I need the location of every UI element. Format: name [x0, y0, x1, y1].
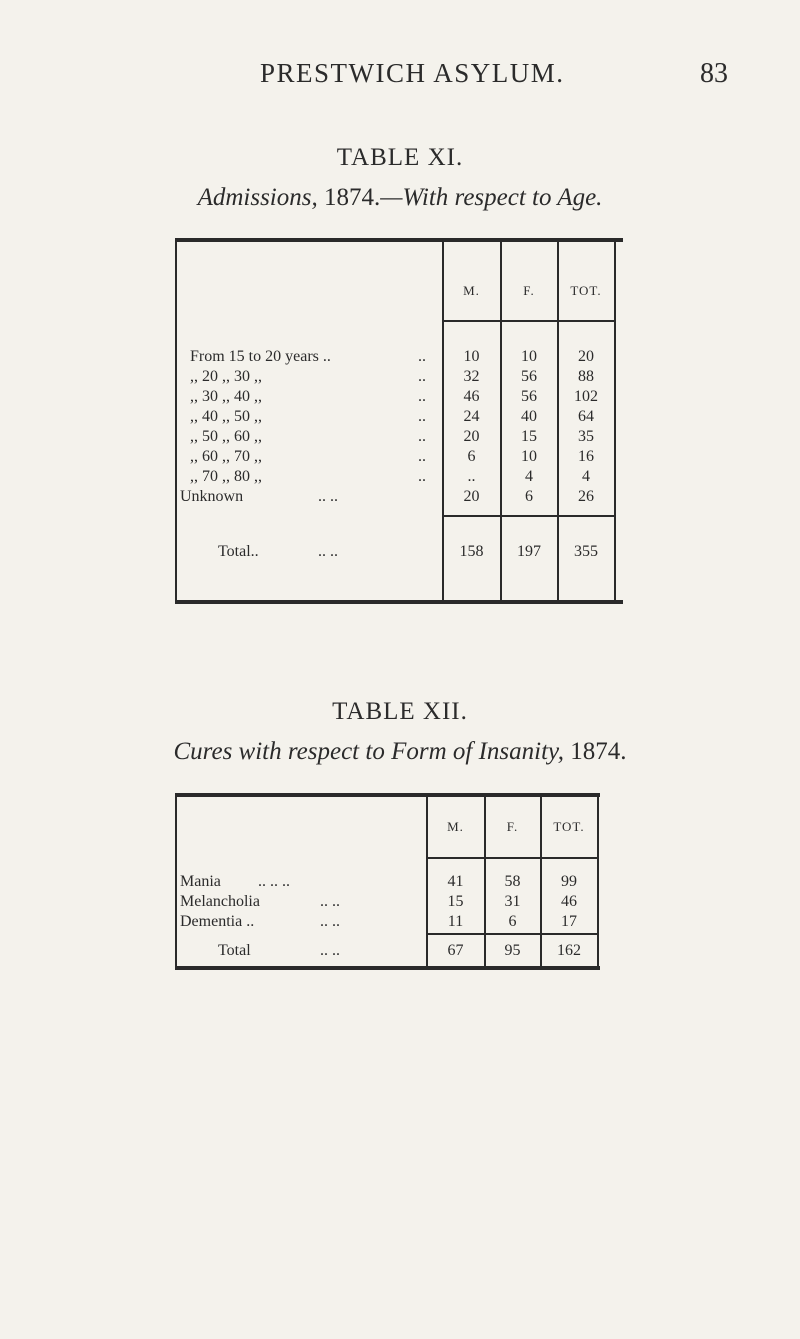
table-xi-row-leader: .. .. [318, 488, 338, 505]
table-xi-row-label: ,, 40 ,, 50 ,, [190, 408, 262, 425]
table-xi-row-m: 20 [463, 428, 480, 445]
table-xii-header-f: F. [506, 819, 519, 834]
table-xi-row-leader: .. [418, 388, 426, 405]
table-xi-total-m: 158 [459, 543, 484, 560]
table-xii-total-m: 67 [447, 942, 464, 959]
table-xii-right-rule [597, 795, 599, 968]
table-xii-row-f: 6 [508, 913, 517, 930]
table-xi-row-f: 40 [521, 408, 537, 425]
table-xi-row-tot: 26 [578, 488, 594, 505]
table-xi-row-f: 10 [521, 348, 537, 365]
table-xii-total-rule [426, 933, 598, 935]
running-head-title: PRESTWICH ASYLUM. [260, 58, 565, 88]
table-xii-total-leader: .. .. [320, 942, 340, 959]
table-xii-row-leader: .. .. .. [258, 873, 290, 890]
table-xi-row-tot: 64 [578, 408, 594, 425]
table-xii-header-tot: TOT. [553, 819, 585, 834]
table-xii-left-rule [175, 795, 177, 968]
table-xi-row-leader: .. [418, 448, 426, 465]
table-xi-row-label: ,, 70 ,, 80 ,, [190, 468, 262, 485]
table-xi-row-leader: .. [418, 468, 426, 485]
table-xii-top-rule [175, 793, 600, 797]
table-xi-row-f: 56 [521, 388, 537, 405]
table-xii-header-rule [426, 857, 598, 859]
table-xii-total-tot: 162 [557, 942, 581, 959]
table-xii-row-f: 31 [504, 893, 521, 910]
table-xi-header-m: M. [463, 283, 480, 298]
table-xi-row-leader: .. [418, 408, 426, 425]
table-xi-row-label: ,, 20 ,, 30 ,, [190, 368, 262, 385]
table-xi-subtitle-italic: Admissions, [197, 184, 318, 211]
table-xi-row-leader: .. [418, 348, 426, 365]
table-xi-row-tot: 16 [578, 448, 594, 465]
table-xii-total-f: 95 [504, 942, 521, 959]
table-xi-row-f: 6 [525, 488, 533, 505]
table-xi-row-m: 24 [463, 408, 480, 425]
table-xi-subtitle-year: 1874. [323, 184, 381, 211]
table-xi-row-tot: 20 [578, 348, 594, 365]
table-xii-row-tot: 17 [561, 913, 577, 930]
table-xii-row-m: 41 [447, 873, 464, 890]
table-xi-row-m: 32 [463, 368, 480, 385]
table-xii-row-m: 11 [447, 913, 464, 930]
table-xii-row-m: 15 [447, 893, 464, 910]
table-xi-total-leader: .. .. [318, 543, 338, 560]
table-xi-total-label: Total.. [218, 543, 259, 560]
table-xii-header-m: M. [447, 819, 464, 834]
table-xii-row-tot: 99 [561, 873, 577, 890]
table-xii-subtitle-year: 1874. [570, 738, 627, 765]
table-xii-heading: TABLE XII. [332, 698, 468, 725]
table-xi-heading: TABLE XI. [336, 144, 464, 171]
table-xi-row-m: 6 [467, 448, 476, 465]
table-xi-row-m: 20 [463, 488, 480, 505]
table-xii-row-label: Dementia .. [180, 913, 255, 930]
table-xi-row-label: ,, 50 ,, 60 ,, [190, 428, 262, 445]
table-xi-row-f: 15 [521, 428, 537, 445]
table-xi-row-tot: 4 [582, 468, 590, 485]
table-xi-row-tot: 35 [578, 428, 594, 445]
table-xii-row-f: 58 [504, 873, 521, 890]
table-xi-row-tot: 102 [574, 388, 598, 405]
table-xi-total-tot: 355 [574, 543, 598, 560]
table-xi-header-f: F. [523, 283, 535, 298]
table-xi-header-tot: TOT. [570, 283, 602, 298]
table-xii-row-leader: .. .. [320, 913, 340, 930]
table-xi-total-f: 197 [517, 543, 541, 560]
table-xi-row-leader: .. [418, 368, 426, 385]
table-xi-row-m: .. [467, 468, 476, 485]
table-xi-row-label: ,, 30 ,, 40 ,, [190, 388, 262, 405]
table-xi-row-label: Unknown [180, 488, 244, 505]
table-xi-subtitle-rest: —With respect to Age. [380, 184, 603, 211]
table-xii-total-label: Total [218, 942, 251, 959]
page-number: 83 [700, 58, 728, 89]
table-xi-row-f: 56 [521, 368, 537, 385]
table-xi-row-f: 10 [521, 448, 537, 465]
table-xi-row-f: 4 [525, 468, 533, 485]
table-xii-subtitle-italic: Cures with respect to Form of Insanity, [173, 738, 564, 765]
table-xii-bottom-rule [175, 966, 600, 970]
table-xi-row-tot: 88 [578, 368, 594, 385]
table-xii-row-label: Melancholia [180, 893, 260, 910]
table-xii-row-leader: .. .. [320, 893, 340, 910]
table-xii-row-label: Mania [180, 873, 221, 890]
table-xi-row-label: From 15 to 20 years .. [190, 348, 331, 365]
table-xii-row-tot: 46 [561, 893, 577, 910]
table-xi-row-label: ,, 60 ,, 70 ,, [190, 448, 262, 465]
table-xi-row-leader: .. [418, 428, 426, 445]
table-xi-row-m: 10 [463, 348, 480, 365]
table-xi-row-m: 46 [463, 388, 480, 405]
